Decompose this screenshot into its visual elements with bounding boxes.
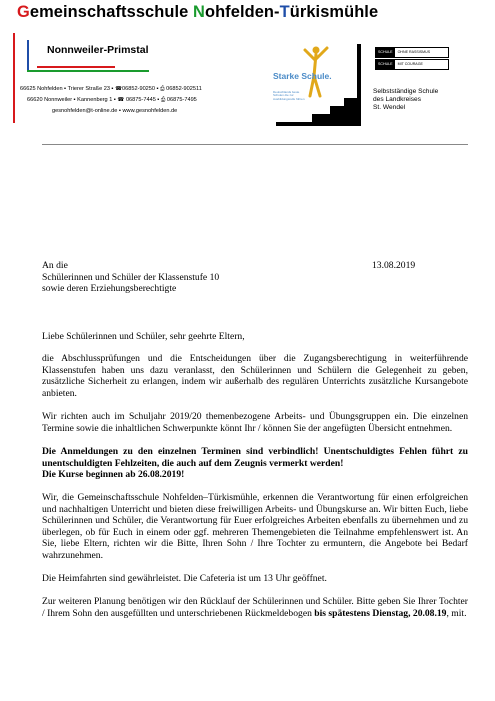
logo-red-line (37, 66, 115, 68)
selbst-line: Selbstständige Schule (373, 88, 439, 95)
school-name-part: ürkismühle (289, 3, 379, 21)
paragraph-5-end: , mit. (446, 607, 467, 619)
selbst-line: St. Wendel (373, 104, 406, 111)
paragraph-3: Wir, die Gemeinschaftsschule Nohfelden–Türkismühle, erkennen die Verantwortung für einen erfolgreichen und nachhaltigen Unterricht und bieten diese freiwilligen Arbeits- und Übungskurse an. Wir bitten Euch, liebe Schülerinnen und Schüler, die Verantwortung für Euer erfolgreiches Arbeiten ebenfalls zu übernehmen und zu überlegen, ob für Euch in einem oder ggf. mehreren Themengebieten die Teilnahme empfehlenswert ist. An Sie, liebe Eltern, richten wir die Bitte, Ihren Sohn / Ihre Tochter zu ermuntern, die Angebote bei Bedarf wahrzunehmen. (42, 492, 468, 561)
recipient-line: Schülerinnen und Schüler der Klassenstufe 10 (42, 271, 220, 283)
paragraph-4: Die Heimfahrten sind gewährleistet. Die Cafeteria ist um 13 Uhr geöffnet. (42, 573, 327, 584)
deadline: bis spätestens Dienstag, 20.08.19 (314, 607, 447, 619)
salutation: Liebe Schülerinnen und Schüler, sehr geehrte Eltern, (42, 331, 245, 342)
starke-schule-label: Starke Schule. (273, 71, 332, 81)
school-name-part: emeinschaftsschule (29, 3, 194, 21)
letterhead-red-bar (13, 33, 15, 123)
logo-blue-line (27, 40, 29, 71)
logo-green-line (27, 70, 149, 72)
starke-schule-small-text: Deutschlands beste Schulen die zur Ausbildungsreife führen (273, 90, 305, 101)
badge-label: SCHULE (376, 48, 395, 57)
selbst-line: des Landkreises (373, 96, 422, 103)
badge-mit-courage (375, 59, 449, 70)
address-line-2: 66620 Nonnweiler ▪ Kannenberg 1 ▪ ☎ 06875-7445 ▪ ⎙ 06875-7495 (27, 97, 197, 103)
contact-line: gesnohfelden@t-online.de ▪ www.gesnohfelden.de (52, 108, 178, 114)
paragraph-5 (42, 596, 468, 619)
stair-graphic (272, 40, 372, 130)
school-name-initial-g: G (17, 3, 30, 21)
course-start-notice: Die Kurse beginnen ab 26.08.2019! (42, 469, 185, 480)
recipient-line: An die (42, 260, 68, 271)
letter-date: 13.08.2019 (372, 260, 416, 271)
paragraph-1: die Abschlussprüfungen und die Entscheidungen über die Zugangsberechtigung in weiterführende Klassenstufen haben uns dazu veranlasst, den Schülerinnen und Schülern die Gelegenheit zu geben, zusätzliche Sicherheit zu erlangen, indem wir außerhalb des regulären Unterrichts zusätzliche Kursangebote anbieten. (42, 353, 468, 399)
address-line-1: 66625 Nohfelden ▪ Trierer Straße 23 ▪ ☎06852-90250 ▪ ⎙ 06852-902511 (20, 86, 202, 92)
school-name (17, 3, 378, 22)
paragraph-5-text: Zur weiteren Planung benötigen wir den Rücklauf der Schülerinnen und Schüler. Bitte geben Sie Ihrer Tochter / Ihrem Sohn den ausgefüllten und unterschriebenen Rückmeldebogen (42, 596, 468, 619)
badge-ohne-rassismus (375, 47, 449, 58)
recipient-block (42, 260, 342, 295)
badge-text: OHNE RASSISMUS (397, 50, 431, 54)
paragraph-2-notice: Die Anmeldungen zu den einzelnen Terminen sind verbindlich! Unentschuldigtes Fehlen führt zu unentschuldigten Fehlzeiten, die auch auf dem Zeugnis vermerkt werden! (42, 446, 468, 469)
school-name-part: ohfelden- (204, 3, 280, 21)
recipient-line: sowie deren Erziehungsberechtigte (42, 283, 177, 295)
school-name-initial-t: T (279, 3, 290, 21)
badge-text: MIT COURAGE (397, 62, 423, 66)
school-name-initial-n: N (193, 3, 205, 21)
selbststaendige-schule-text (373, 88, 438, 112)
header-divider (42, 144, 468, 145)
badge-label: SCHULE (376, 60, 395, 69)
paragraph-2: Wir richten auch im Schuljahr 2019/20 themenbezogene Arbeits- und Übungsgruppen ein. Die einzelnen Termine sowie die inhaltlichen Schwerpunkte könnt Ihr / können Sie der angefügten Übersicht entnehmen. (42, 411, 468, 434)
school-subtitle: Nonnweiler-Primstal (47, 44, 149, 56)
